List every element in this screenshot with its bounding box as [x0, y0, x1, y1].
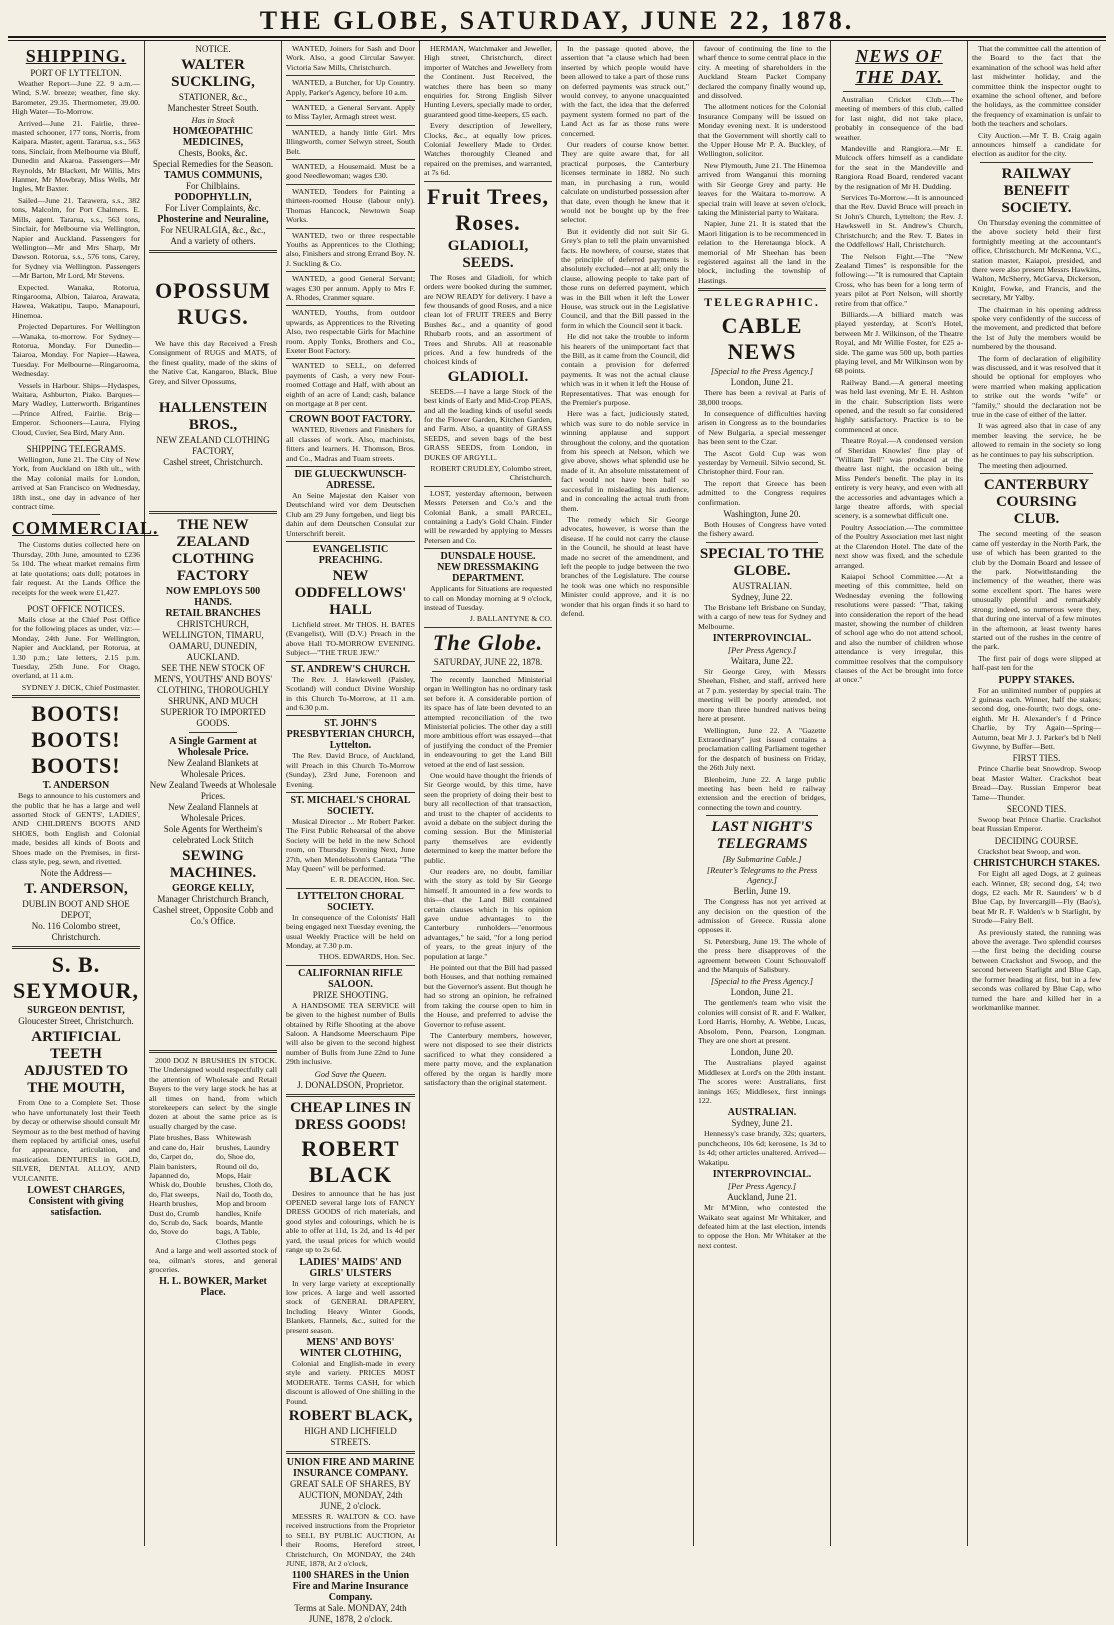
expected-report: Expected. Wanaka, Rotorua, Ringarooma, Albion, Taiaroa, Arawata, Hawea, Wakatipu, Taupo, Manapouri, Hinemoa. — [12, 282, 140, 320]
interprovincial-heading: INTERPROVINCIAL. — [712, 633, 812, 645]
divider — [843, 91, 955, 92]
interprovincial-paragraph: Blenheim, June 22. A large public meeting has been held re railway extension and the erection of bridges, connecting the town and country. — [698, 774, 826, 812]
kelly-name: GEORGE KELLY, — [171, 883, 255, 895]
special-globe-heading: SPECIAL TO THE GLOBE. — [699, 545, 825, 579]
dentist-name: S. B. SEYMOUR, — [13, 952, 139, 1004]
homeopathic: HOMŒOPATHIC MEDICINES, — [172, 126, 254, 148]
brush-list-right: Whitewash brushes, Laundry do, Shoe do, Round oil do, Mops, Hair brushes, Cloth do, Nail do, Tooth do, Mop and broom handles, Knife boards, Mantle bags, A Table, Clothes pegs — [216, 1133, 273, 1246]
divider — [980, 162, 1093, 163]
cable-date-2: Washington, June 20. — [723, 509, 801, 520]
sailed-report: Sailed—June 21. Tarawera, s.s., 382 tons, Malcolm, for Port Chalmers. E. Mills, agent. Tararua, s.s., 563 tons, Sinclair, for Melbourne via Wellington, Napier and Auckland. Passengers for Wellington—Mr and Mrs Sharp, Mr Dawson. Rotorua, s.s., 576 tons, Carey, for Sydney via Wellington. Passengers—Mr Barton, Mr Lord, Mr Stevens. — [12, 195, 140, 281]
divider — [698, 288, 826, 291]
last-night-heading: LAST NIGHT'S TELEGRAMS — [711, 819, 813, 853]
cable-paragraph: St. Petersburg, June 19. The whole of the press here disapproves of the agreement between Count Schouvaloff and the Marquis of Salisbury. — [698, 936, 826, 974]
chests: Chests, Books, &c. — [178, 148, 248, 158]
cable-paragraph: The Congress has not yet arrived at any decision on the question of the admission of Greece. Russia alone opposes it. — [698, 897, 826, 935]
lyttelton-body: In consequence of the Colonists' Hall being engaged next Tuesday evening, the usual Weekly Practice will be held on Monday, at 7.30 p.m. — [286, 912, 415, 950]
single-garment: A Single Garment at Wholesale Price. — [169, 736, 257, 759]
submarine-cable: [By Submarine Cable.] — [722, 854, 802, 865]
divider — [189, 732, 237, 733]
editorial-paragraph: Our readers of course know better. They are quite aware that, for all practical purposes, the Canterbury licenses terminate in 1882. No such man, in purchasing a run, would calculate on undisturbed possession after that date, even though he knew that it would not be bought up by the free selector. — [561, 140, 689, 225]
shipping-body — [12, 79, 140, 437]
evangelistic-heading: EVANGELISTIC PREACHING. — [312, 544, 389, 567]
mens-heading: MENS' AND BOYS' WINTER CLOTHING, — [299, 1336, 402, 1359]
robert-black: ROBERT BLACK — [301, 1135, 400, 1187]
wanted-ad: WANTED, Joiners for Sash and Door Work. Also, a good Circular Sawyer. Victoria Saw Mills, Christchurch. — [286, 44, 415, 76]
gladioli-heading: GLADIOLI, SEEDS. — [447, 237, 529, 271]
interprovincial-continued — [698, 44, 826, 285]
christchurch-stakes-heading: CHRISTCHURCH STAKES. — [973, 858, 1100, 870]
retail-branches: RETAIL BRANCHES — [165, 608, 261, 620]
divider — [52, 514, 100, 515]
union-sale: GREAT SALE OF SHARES, BY AUCTION, MONDAY, 24th JUNE, 2 o'clock. — [289, 1478, 412, 1511]
divider — [149, 1050, 277, 1053]
union-foot: Terms at Sale. MONDAY, 24th JUNE, 1878, 2 o'clock. — [294, 1603, 407, 1625]
sydney-body: Hennessy's case brandy, 32s; quarters, punchcheons, 10s 6d; kerosene, 1s 3d to 1s 4d; other articles unaltered. Arrived—Wakatipu. — [698, 1129, 826, 1167]
ulsters-heading: LADIES' MAIDS' AND GIRLS' ULSTERS — [299, 1256, 402, 1279]
boots-name: T. ANDERSON — [42, 780, 110, 792]
weather-report: Weather Report—June 22. 9 a.m.—Wind, S.W. breeze; weather, fine sky. Barometer, 29.35. Thermometer, 39.00. High Water—To-Morrow. — [12, 79, 140, 117]
post-office-sign: SYDNEY J. DICK, Chief Postmaster. — [21, 682, 140, 692]
kelly-manager: Manager Christchurch Branch, — [157, 894, 269, 905]
divider — [12, 946, 140, 949]
australian-body: The Brisbane left Brisbane on Sunday, with a cargo of new teas for Sydney and Melbourne. — [698, 602, 826, 631]
tweeds: New Zealand Tweeds at Wholesale Prices. — [149, 780, 277, 802]
divider — [706, 542, 818, 543]
brushes-foot: And a large and well assorted stock of tea, oilman's stores, and general groceries. — [149, 1246, 277, 1274]
cable-paragraph: The report that Greece has been admitted to the Congress requires confirmation. — [698, 478, 826, 507]
boots-heading: BOOTS! BOOTS! BOOTS! — [31, 701, 121, 779]
gladioli-2: GLADIOLI. — [447, 368, 529, 385]
shipping-telegrams-heading: SHIPPING TELEGRAMS. — [26, 444, 126, 455]
sydney-date: Sydney, June 21. — [731, 1118, 793, 1129]
editorial-paragraph: Our readers are, no doubt, familiar with the story as told by Sir George himself. It amounted in a few words to this—that the Land Bill contained certain clauses which in his opinion gave undue advantages to the Canterbury runholders—"enormous advantages," he said, "for a long period of years, to the great injury of the population at large." — [424, 867, 552, 961]
seeds-body: SEEDS.—I have a large Stock of the best kinds of Early and Mid-Crop PEAS, and all the leading kinds of useful seeds for the Flower Garden, Kitchen Garden, and Farm. Also, a quantity of GRASS SEEDS, and seven bags of the best GRASS SEEDS, from London, in DUKES OF ARGYLL. — [424, 386, 552, 462]
editorial-paragraph: Here was a fact, judiciously stated, which was sure to do noble service in winning applause and support throughout the colony, and the quotation from his speech at Nelson, which we give above, shows what splendid use he made of it. An absolute misstatement of fact would not have been half so successful in misleading his audience, and in concealing the actual truth from them. — [561, 409, 689, 513]
commercial-heading: COMMERCIAL. — [12, 518, 159, 539]
boots-body: Begs to announce to his customers and the public that he has a large and well assorted Stock of GENTS', LADIES', AND CHILDREN'S BOOTS AND SHOES, both English and Colonial made, besides all kinds of Boots and Shoes made on the Premises, in first-class style, peg, sewn, and rivetted. — [12, 791, 140, 866]
first-ties-body: Prince Charlie beat Snowdrop. Swoop beat Master Walter. Crackshot beat Bread—Day. Russian Emperor beat Tame—Thunder. — [972, 764, 1101, 802]
news-item: That the committee call the attention of the Board to the fact that the examination of the school was held after last midwinter holiday, and the committee think the inspector ought to examine the school oftener, and before the holidays, as the committee consider the frequency of examination is unfair to both the teachers and scholars. — [972, 44, 1101, 129]
editorial-paragraph: The Canterbury members, however, were not disposed to see their districts sacrificed to what they considered a mere party move, and the explanation offered by the organ is hardly more satisfactory than the original statement. — [424, 1030, 552, 1087]
wanted-ad: WANTED to SELL, on deferred payments of Cash, a very new Four-roomed Cottage and Half, with about an eighth of an acre of Land; cash, balance on mortgage at 8 per cent. — [286, 361, 415, 412]
wanted-ad: WANTED, two or three respectable Youths as Apprentices to the Clothing; also, Finishers and strong Errand Boy. N. J. Suckling & Co. — [286, 231, 415, 273]
railway-paragraph: It was agreed also that in case of any member leaving the service, he be allowed to remain in the society so long as he continues to pay his subscription. — [972, 421, 1101, 459]
has-in-stock: Has in Stock — [191, 115, 235, 125]
column-8 — [968, 41, 1105, 1546]
choral-body: Musical Director ... Mr Robert Parker. The First Public Rehearsal of the above Society will be held in the new School room, on Thursday Evening Next, June 27th, when Mendelssohn's Cantata "The May Queen" will be performed. — [286, 816, 415, 873]
coursing-paragraph: The second meeting of the season came off yesterday in the North Park, the use of which has been granted to the club by the Domain Board and lessee of the park. Notwithstanding the inclemency of the weather, there was some excellent sport. The hares were unusually plentiful and remarkably strong; indeed, so numerous were they, that during one interval of a few minutes in the afternoon, at least twenty hares started out of the rushes in the centre of the park. — [972, 529, 1101, 652]
auckland-date: Auckland, June 21. — [727, 1192, 797, 1203]
wanted-ad: WANTED, Youths, from outdoor upwards, as Apprentices to the Riveting Also, two respectable Girls for Machine room. Apply Tonks, Brothers and Co., Exeter Boot Factory. — [286, 308, 415, 359]
branch-list: CHRISTCHURCH, WELLINGTON, TIMARU, OAMARU, DUNEDIN, AUCKLAND. — [162, 619, 264, 663]
standrew-heading: ST. ANDREW'S CHURCH. — [290, 663, 411, 675]
editorial-paragraph: But it evidently did not suit Sir G. Grey's plan to tell the plain unvarnished facts. He nowhere, of course, states that the principle of deferred payments is absolutely excluded—not at all; only the clause, allowing people to take part of those runs on deferred payment, which was in the Bill when it left the Lower House, was struck out in the Legislative Council, and that the Bill passed in the form in which the Council sent it back. — [561, 226, 689, 330]
robert-black-2: ROBERT BLACK, — [288, 1407, 413, 1424]
railway-paragraph: The chairman in his opening address spoke very confidently of the success of the movement, and predicted that before the 1st of July the members would be numbered by the thousand. — [972, 304, 1101, 352]
dentist-body: From One to a Complete Set. Those who have unfortunately lost their Teeth by decay or otherwise should consult Mr Seymour as to the best method of having them replaced by artificial ones, useful for appearance, articulation, and mastication. DENTURES in GOLD, SILVER, DENTAL ALLOY, AND VULCANITE. — [12, 1098, 140, 1183]
boots-note: Note the Address— — [40, 868, 112, 879]
editorial-date: SATURDAY, JUNE 22, 1878. — [433, 656, 543, 667]
dentist-foot: LOWEST CHARGES, Consistent with giving satisfaction. — [27, 1185, 125, 1219]
column-3 — [282, 41, 420, 1625]
column-4 — [420, 41, 557, 1546]
second-ties-heading: SECOND TIES. — [1006, 804, 1067, 814]
lyttelton-heading: LYTTELTON CHORAL SOCIETY. — [297, 890, 404, 913]
suckling-street: Manchester Street South. — [167, 103, 259, 113]
cable-press: [Special to the Press Agency.] — [710, 366, 814, 377]
boots-street: No. 116 Colombo street, Christchurch. — [31, 921, 121, 943]
dentist-street: Gloucester Street, Christchurch. — [18, 1016, 134, 1027]
divider — [52, 440, 100, 441]
coursing-final: As previously stated, the running was above the average. Two splendid courses—the first being the deciding course between Crackshot and Swoop, and the second between Starlight and Blue Cap, the former heading at first, but in a few seconds was collared by Blue Cap, who turned the hare and killed her in a workmanlike manner. — [972, 927, 1101, 1012]
news-paragraph: Napier, June 21. It is stated that the Maori litigation is to be recommenced in relation to the Heretaunga block. A memorial of Mr Sheehan has been registered against all the land in the block, including the township of Hastings. — [698, 219, 826, 285]
shipping-heading: SHIPPING. — [25, 46, 127, 66]
auckland-body: Mr M'Minn, who contested the Waikato seat against Mr Whitaker, and defeated him at the last election, intends to oppose the Hon. Mr Whitaker at the next contest. — [698, 1203, 826, 1250]
tamus: TAMUS COMMUNIS, — [163, 170, 263, 181]
railway-paragraph: On Thursday evening the committee of the above society held their first fortnightly meeting at the accountant's office, Christchurch. Mr McKenna, V.C., station master, Kaiapoi, presided, and there were also present Messrs Hawkins, Walton, McSherry, McGarva, Dickerson, Knight, Fowke, and Francis, and the secretary, Mr Yalby. — [972, 217, 1101, 303]
notice-heading: NOTICE. — [195, 44, 231, 54]
german-body: An Seine Majestat den Kaiser von Deutschland wird vor dem Deutschen Club am 29 Juny fortgeben, und liegt bis dahin auf dem Deutschen Consulat zur Unterschrift bereit. — [286, 491, 415, 542]
cable-date: London, June 21. — [730, 377, 794, 388]
reuter-press: [Reuter's Telegrams to the Press Agency.] — [706, 865, 818, 886]
hallenstein-factory: NEW ZEALAND CLOTHING FACTORY, — [156, 435, 270, 457]
neuralgia: For NEURALGIA, &c., &c., — [160, 225, 266, 235]
kelly-street: Cashel street, Opposite Cobb and Co.'s Office. — [152, 905, 274, 927]
black-address: HIGH AND LICHFIELD STREETS. — [304, 1425, 397, 1447]
christchurch-stakes-body: For Eight all aged Dogs, at 2 guineas each. Winner, £8; second dog, £4; two dogs, £2 each. Mr R. Saunders' w b d Blue Cap, by Invercargill—Fly (Bao's), beat Mr R. F. Walden's w b Starlight, by Strode—Fairy Bell. — [972, 869, 1101, 926]
cable-news-heading: CABLE NEWS — [721, 313, 803, 365]
mens-body: Colonial and English-made in every style and variety. PRICES MOST MODERATE. Terms CASH, for which discount is allowed of One shilling in the Pound. — [286, 1358, 415, 1406]
variety: And a variety of others. — [170, 236, 256, 246]
divider — [432, 671, 544, 672]
editorial-paragraph: He did not take the trouble to inform his hearers of the unimportant fact that the Bill, as it came from the Council, did contain a provision for deferred payments. It was not the actual clause which was in it when it left the House of Representatives. That was enough for the Premier's purpose. — [561, 332, 689, 408]
editorial-col4 — [424, 675, 552, 1087]
railway-paragraph: The form of declaration of eligibility was discussed, and it was resolved that it should be optional for employes who were married when making application to strike out the words "wife" or "family," should the declaration not be true in the case of either of the latter. — [972, 353, 1101, 419]
choral-heading: ST. MICHAEL'S CHORAL SOCIETY. — [290, 794, 411, 817]
opossum-body: We have this day Received a Fresh Consignment of RUGS and MATS, of the finest quality, made of the skins of the Native Cat, Kangaroo, Black, Blue Grey, and Silver Opossums, — [149, 339, 277, 386]
news-item: Billiards.—A billiard match was played yesterday, at Scott's Hotel, between Mr J. Wilkinson, of the Theatre Royal, and Mr Willie Foster, for £25 a-side. The game was 500 up, both parties playing level, and Mr Wilkinson won by 68 points. — [835, 309, 963, 376]
chilblains: For Chilblains. — [185, 181, 240, 191]
editorial-paragraph: The recently launched Ministerial organ in Wellington has no ordinary task set before it. A considerable portion of its space has of late been devoted to an attempted reconciliation of the two Ministerial policies. The other day a still more ambitious effort was essayed—that of justifying the conduct of the Premier in endeavouring to get the Land Bill vetoed at the end of last session. — [424, 674, 552, 769]
coursing-paragraph: The first pair of dogs were slipped at half-past ten for the — [972, 653, 1101, 673]
sole-agents: Sole Agents for Wertheim's celebrated Lock Stitch — [163, 824, 263, 846]
deacon-sign: E. R. DEACON, Hon. Sec. — [286, 875, 415, 888]
london-date: London, June 21. — [730, 987, 794, 998]
news-item: Australian Cricket Club.—The meeting of members of this club, called for last night, did not take place, probably in consequence of the bad weather. — [835, 95, 963, 142]
globe-heading: The Globe. — [432, 629, 544, 655]
dentist-heading: ARTIFICIAL TEETH ADJUSTED TO THE MOUTH, — [23, 1029, 129, 1097]
watchmaker-ad: HERMAN, Watchmaker and Jeweller, High street, Christchurch, direct importer of Watches and Jewellery from the Continent. Just Received, the watches there has been so many enquiries for. Strong English Silver Hunting Levers, specially made to order, guaranteed good time-keepers, £5 each. — [424, 44, 552, 119]
columns — [8, 40, 1106, 1625]
wanted-ad: WANTED, Tenders for Painting a thirteen-roomed House (labour only). Thomas Hancock, Newtown Soap Works. — [286, 187, 415, 229]
railway-heading: RAILWAY BENEFIT SOCIETY. — [1001, 165, 1072, 216]
black-body: Desires to announce that he has just OPENED several large lots of FANCY DRESS GOODS of rich materials, and good styles and colourings, which he is able to offer at 11d, 1s 2d, and 1s 4d per yard, the usual prices for which would range up to 2s 6d. — [286, 1188, 415, 1255]
second-ties-body: Swoop beat Prince Charlie. Crackshot beat Russian Emperor. — [972, 815, 1101, 834]
employs: NOW EMPLOYS 500 HANDS. — [165, 586, 261, 609]
deciding-body: Crackshot beat Swoop, and won. — [978, 846, 1081, 856]
editorial-col5 — [561, 44, 689, 618]
puppy-stakes-body: For an unlimited number of puppies at 2 guineas each. Winner, half the stakes; second dog, one-fourth; two dogs, one-eighth. Mr H. Alexander's f d Prince Charlie, by Try Again—Spring—Autumn, beat Mr J. J. Parker's bd b Nell Gwynne, by Buffer—Bett. — [972, 685, 1101, 751]
london-body: The gentlemen's team who visit the colonies will consist of R. and F. Walker, Lord Harris, Hornby, A. Webbe, Lucas, Absolom, Penn, Pearson, Longman. They are one short at present. — [698, 998, 826, 1046]
see-new-stock: SEE THE NEW STOCK OF MEN'S, YOUTHS' AND BOYS' CLOTHING, THOROUGHLY SHRUNK, AND MUCH SUPERIOR TO IMPORTED GOODS. — [153, 663, 273, 729]
news-item: City Auction.—Mr T. B. Craig again announces himself a candidate for election as auditor for the city. — [972, 130, 1101, 159]
column-5 — [557, 41, 694, 1546]
australian-date: Sydney, June 22. — [731, 591, 793, 602]
blankets: New Zealand Blankets at Wholesale Prices. — [167, 758, 259, 780]
projected-report: Projected Departures. For Wellington—Wanaka, to-morrow. For Sydney—Rotorua, Monday. For Dunedin—Taiaroa, Monday. For Napier—Hawea, Tuesday. For Melbourne—Ringarooma, Wednesday. — [12, 322, 140, 379]
divider — [149, 511, 277, 514]
commercial-body: The Customs duties collected here on Thursday, 20th June, amounted to £236 5s 10d. The wheat market remains firm at late quotations; oats dull; potatoes in fair request. At the Lands Office the receipts for the week were £1,427. — [12, 540, 140, 597]
standrew-body: The Rev. J. Hawkswell (Paisley, Scotland) will conduct Divine Worship in this Church To-Morrow, at 11 a.m. and 6.30 p.m. — [286, 675, 415, 717]
railway-paragraph: The meeting then adjourned. — [978, 461, 1068, 471]
editorial-paragraph: One would have thought the friends of Sir George would, by this time, have seen the propriety of doing their best to bury all recollection of that transaction, and trust to the chapter of accidents to avoid a debate on the subject during the coming session. But the Ministerial party themselves are evidently determined to keep the matter before the public. — [424, 770, 552, 865]
deciding-heading: DECIDING COURSE. — [994, 835, 1079, 846]
column-6 — [694, 41, 831, 1546]
suckling-name: WALTER SUCKLING, — [171, 57, 255, 90]
oddfellows-body: Lichfield street. Mr THOS. H. BATES (Evangelist), Will (D.V.) Preach in the above Hall TO-MORROW EVENING. Subject—"THE TRUE JEW." — [286, 620, 415, 662]
wanted-ad: WANTED, a Housemaid. Must be a good Needlewoman; wages £30. — [286, 162, 415, 185]
boots-address-name: T. ANDERSON, — [24, 881, 128, 898]
post-office-body: Mails close at the Chief Post Office for the following places as under, viz:— Monday, 24th June. For Wellington, Napier and Auckland, per Rotorua, at 1.30 p.m.; late letters, 2.15 p.m. Tuesday, 25th June. For Otago, overland, at 11 a.m. — [12, 614, 140, 681]
stjohn-body: The Rev. David Bruce, of Auckland, will Preach in this Church To-Morrow (Sunday), 23rd June, Forenoon and Evening. — [286, 751, 415, 793]
cheap-lines: CHEAP LINES IN DRESS GOODS! — [290, 1099, 411, 1133]
london-body-2: The Australians played against Middlesex at Lord's on the 20th instant. The scores were: Australians, first innings 165; Middlesex, first innings 122. — [698, 1058, 826, 1106]
australian-heading-2: AUSTRALIAN. — [727, 1107, 797, 1119]
bowker-sign: H. L. BOWKER, Market Place. — [159, 1276, 267, 1299]
port-heading: PORT OF LYTTELTON. — [30, 68, 122, 78]
dunsdale-heading: DUNSDALE HOUSE. — [440, 551, 536, 563]
news-item: Theatre Royal.—A condensed version of Sheridan Knowles' fine play of "William Tell" was produced at the theatre last night, the occasion being Miss Pender's benefit. The play in its entirety is very heavy, and even with all the accessories and advantages which a large theatre affords, with special scenery, is a somewhat difficult one. — [835, 436, 963, 521]
divider — [286, 1094, 415, 1097]
crown-boot-factory: CROWN BOOT FACTORY. — [289, 414, 412, 426]
lost-ad: LOST, yesterday afternoon, between Messrs Petersen and Co.'s and the Colonial Bank, a small PARCEL, containing a Lady's Gold Chain. Finder will be rewarded by applying to Messrs Petersen and Co. — [424, 489, 552, 549]
berlin-date: Berlin, June 19. — [733, 886, 791, 897]
cable-paragraph: In consequence of difficulties having arisen in Congress as to the boundaries of New Bulgaria, a special messenger has been sent to the Czar. — [698, 408, 826, 447]
phosterine: Phosterine and Neuraline, — [157, 214, 269, 225]
wanted-ad: WANTED, a good General Servant; wages £30 per annum. Apply to Mrs F. A. Rhodes, Cranmer square. — [286, 274, 415, 306]
news-item: Railway Band.—A general meeting was held last evening, Mr E. H. Ashton in the chair. Subscription lists were opened, and the result so far considered highly satisfactory. Practice is to be commenced at once. — [835, 377, 963, 434]
hallenstein-name: HALLENSTEIN BROS., — [158, 400, 268, 434]
wanted-ad: WANTED, a handy little Girl. Mrs Illingworth, corner Selwyn street, South Belt. — [286, 128, 415, 160]
edwards-sign: THOS. EDWARDS, Hon. Sec. — [286, 952, 415, 965]
news-item: Services To-Morrow.—It is announced that the Rev. David Bruce will preach in St John's Church, Lyttelton; the Rev. J. Hawkswell in St. Andrew's Church, Christchurch; and the Rev. T. Bates in the Oddfellows' Hall, Christchurch. — [835, 193, 963, 250]
masthead — [8, 6, 1106, 38]
union-shares: 1100 SHARES in the Union Fire and Marine Insurance Company. — [291, 1570, 410, 1604]
brush-list — [149, 1133, 277, 1246]
first-ties-heading: FIRST TIES. — [1012, 753, 1061, 764]
news-paragraph: favour of continuing the line to the wharf thence to some central place in the city. A meeting of shareholders in the Auckland Steam Packet Company declared the company finally wound up, and dissolved. — [698, 44, 826, 101]
watchmaker-ad-2: Every description of Jewellery, Clocks, &c., at equally low prices. Colonial Jewellery Made to Order. Watches thoroughly Cleaned and repaired on the premises, and warranted, at 7s 6d. — [424, 121, 552, 181]
news-item: Kaiapoi School Committee.—At a meeting of this committee, held on Wednesday evening the following resolutions were passed: "That, taking into consideration the report of the head master, showing the number of children of school age who do not attend school, and also the number of children whose attendance is very irregular, this committee resolves that the compulsory clauses of the Act be brought into force at once." — [835, 571, 963, 685]
interprovincial-paragraph: Sir George Grey, with Messrs Sheehan, Fisher, and staff, arrived here at 7 p.m. yesterday by special train. The meeting will be poorly attended, not more than three hundred natives being here at present. — [698, 667, 826, 724]
telegraphic-heading: TELEGRAPHIC. — [704, 295, 820, 310]
queen: God Save the Queen. — [314, 1068, 387, 1079]
sewing-machines: SEWING MACHINES. — [169, 848, 257, 882]
divider — [149, 250, 277, 253]
shipping-telegrams: Wellington, June 21. The City of New York, from Auckland on 18th ult., with the May colonial mails for London, arrived at San Francisco on Wednesday, 18th inst., one day in advance of her contract time. — [12, 455, 140, 512]
divider — [12, 695, 140, 698]
news-paragraph: New Plymouth, June 21. The Hinemoa arrived from Wanganui this morning with Sir George Grey and party. He leaves for the Waitara to-morrow. A special train will leave at seven o'clock, taking the Ministerial party to Waitara. — [698, 160, 826, 217]
london-date-2: London, June 20. — [730, 1047, 794, 1058]
cable-paragraph: The Ascot Gold Cup was won yesterday by Verneuil. Silvio second, St. Christopher third. Four ran. — [698, 448, 826, 477]
column-1 — [8, 41, 159, 1546]
fruit-body: The Roses and Gladioli, for which orders were booked during the summer, are NOW READY for delivery. I have a few thousands of good Roses, and a nice clean lot of FRUIT TREES and Berry Bushes &c., and a quantity of good Rhubarb roots, and an assortment of Trees and Shrubs. All at reasonable prices. And a few hundreds of the choicest kinds of — [424, 272, 552, 367]
german-heading: DIE GLUECKWUNSCH-ADRESSE. — [294, 469, 407, 492]
interprovincial-press-2: [Per Press Agency.] — [727, 1181, 797, 1192]
interprovincial-date: Waitara, June 22. — [730, 656, 794, 667]
special-press: [Special to the Press Agency.] — [710, 976, 814, 987]
puppy-stakes-heading: PUPPY STAKES. — [998, 674, 1075, 686]
news-item: The Nelson Fight.—The "New Zealand Times" is responsible for the following:—"It is rumoured that Captain Cross, who has been for a long term of years pilot at Port Nelson, will shortly retire from that office." — [835, 251, 963, 308]
wanted-ad: WANTED, a General Servant. Apply to Miss Tayler, Armagh street west. — [286, 103, 415, 126]
editorial-paragraph: He pointed out that the Bill had passed both Houses, and that nothing remained but the Governor's assent. But though he had so strong an opinion, he refrained from taking the course open to him in the House, and preferred to advise the Governor to refuse assent. — [424, 963, 552, 1029]
masthead-title: THE GLOBE, SATURDAY, JUNE 22, 1878. — [259, 6, 855, 35]
special-remedies: Special Remedies for the Season. — [152, 159, 274, 169]
cable-paragraph: Both Houses of Congress have voted the fishery award. — [698, 520, 826, 539]
podophyllin: PODOPHYLLIN, — [174, 192, 252, 203]
boots-address: DUBLIN BOOT AND SHOE DEPOT, — [22, 899, 130, 921]
rifle-body: A HANDSOME TEA SERVICE will be given to the highest number of Bulls obtained by Rifle Shooting at the above Saloon. A Handsome Meerschaum Pipe will also be given to the second highest number of Bulls from June 22nd to June 29th inclusive. — [286, 1000, 415, 1067]
oddfellows-heading: NEW ODDFELLOWS' HALL — [294, 568, 407, 619]
arrived-report: Arrived—June 21. Fairlie, three-masted schooner, 177 tons, Norris, from Kaipara. Master, agent. Tararua, s.s., 563 tons, Sinclair, from Melbourne via Bluff, Dunedin and Akaroa. Passengers—Mr Reynolds, Mr Blackett, Mr Willis, Mrs Hanmer, Mr Mowbray, Miss Wells, Mr Ingles, Mr Baxter. — [12, 118, 140, 194]
divider — [980, 473, 1093, 474]
wanted-ad: WANTED, Rivetters and Finishers for all classes of work. Also, machinists, fitters and learners. H. Thomson, Bros. and Co., Madras and Tuam streets. — [286, 425, 415, 467]
liver: For Liver Complaints, &c. — [165, 203, 261, 213]
crudley-sign: ROBERT CRUDLEY, Colombo street, Christchurch. — [424, 464, 552, 487]
divider — [52, 600, 100, 601]
divider — [706, 815, 818, 816]
flannels: New Zealand Flannels at Wholesale Prices. — [168, 802, 258, 824]
news-item: Mandeville and Rangiora.—Mr E. Mulcock offers himself as a candidate for the seat in the Mandeville and Rangiora Road Board, rendered vacant by the resignation of Mr H. Dudding. — [835, 144, 963, 191]
rifle-heading: CALIFORNIAN RIFLE SALOON. — [298, 967, 403, 990]
dressmaking-body: Applicants for Situations are requested to call on Monday morning at 9 o'clock, instead of Tuesday. — [424, 584, 552, 613]
opossum-heading: OPOSSUM RUGS. — [155, 278, 271, 329]
suckling-trade: STATIONER, &c., — [178, 92, 248, 102]
interprovincial-heading-2: INTERPROVINCIAL. — [712, 1169, 812, 1181]
coursing-heading: CANTERBURY COURSING CLUB. — [983, 477, 1090, 528]
column-7 — [831, 41, 968, 1546]
dentist-title: SURGEON DENTIST, — [27, 1005, 125, 1017]
dressmaking-heading: NEW DRESSMAKING DEPARTMENT. — [437, 562, 539, 585]
column-2 — [145, 41, 282, 1546]
australian-heading: AUSTRALIAN. — [732, 580, 792, 591]
news-paragraph: The allotment notices for the Colonial Insurance Company will be issued on Monday evening next. It is understood that the Government will shortly call to the Upper House Mr P. A. Buckley, of Wellington, solicitor. — [698, 102, 826, 159]
fruit-trees-heading: Fruit Trees, Roses. — [427, 183, 549, 235]
news-of-the-day — [835, 95, 963, 685]
union-heading: UNION FIRE AND MARINE INSURANCE COMPANY. — [286, 1456, 415, 1479]
interprovincial-press: [Per Press Agency.] — [727, 645, 797, 656]
interprovincial-paragraph: Wellington, June 22. A "Gazette Extraordinary" just issued contains a proclamation calling Parliament together for the despatch of business on Friday, the 26th July next. — [698, 725, 826, 773]
news-of-the-day-heading: NEWS OF THE DAY. — [855, 46, 943, 87]
ulsters-body: In very large variety at exceptionally low prices. A large and well assorted stock of GENERAL DRAPERY, Including Heavy Winter Goods, Blankets, Flannels, &c., suited for the present season. — [286, 1278, 415, 1335]
brushes-body: 2000 DOZ N BRUSHES IN STOCK. The Undersigned would respectfully call the attention of Wholesale and Retail Buyers to the very large stock he has at all times on hand, from which storekeepers can select by the single dozen at about the same price as is usually charged by the case. — [149, 1056, 277, 1131]
news-item: Poultry Association.—The committee of the Poultry Association met last night at the Clarendon Hotel. The date of the next show was fixed, and the schedule arranged. — [835, 522, 963, 570]
cable-paragraph: There has been a revival at Paris of 38,000 troops. — [698, 388, 826, 407]
union-body: MESSRS R. WALTON & CO. have received instructions from the Proprietor to SELL BY PUBLIC AUCTION, At their Rooms, Hereford street, Christchurch, On MONDAY, the 24th JUNE, 1878, At 2 o'clock, — [286, 1511, 415, 1568]
prize-shooting: PRIZE SHOOTING. — [312, 989, 389, 1000]
ballantyne-sign: J. BALLANTYNE & CO. — [424, 614, 552, 627]
factory-heading: THE NEW ZEALAND CLOTHING FACTORY — [171, 517, 255, 585]
hallenstein-street: Cashel street, Christchurch. — [163, 457, 263, 468]
brush-list-left: Plate brushes, Bass and cane do, Hair do, Carpet do, Plain banisters, Japanned do, Whisk do, Double do, Flat sweeps, Hearth brushes, Dust do, Crumb do, Scrub do, Sack do, Stove do — [149, 1133, 209, 1237]
wanted-ad: WANTED, a Butcher, for Up Country. Apply, Parker's Agency, before 10 a.m. — [286, 78, 415, 101]
editorial-paragraph: In the passage quoted above, the assertion that "a clause which had been inserted by which people would have been allowed to take a part of those runs on deferred payments was struck out," would convey, to anyone unacquainted with the fact, the idea that the deferred payment system formed no part of the Land Act as far as those runs were concerned. — [561, 44, 689, 138]
editorial-paragraph: The remedy which Sir George advocates, however, is worse than the disease. If he could not carry the clause in the Council, he should at least have made no secret of the amendment, and left the people to judge between the two branches of the Legislature. The course he took was one which no responsible Minister could approve, and it is no wonder that his organ finds it so hard to defend. — [561, 514, 689, 618]
stjohn-heading: ST. JOHN'S PRESBYTERIAN CHURCH, Lyttelton. — [286, 718, 415, 752]
donaldson-sign: J. DONALDSON, Proprietor. — [297, 1079, 404, 1090]
divider — [286, 1451, 415, 1454]
post-office-heading: POST OFFICE NOTICES. — [27, 603, 125, 614]
in-harbour-report: Vessels in Harbour. Ships—Hydaspes, Waitara, Ashburton, Piako. Barques—Mary Wadley, Lutterworth. Brigantines—Prince Alfred, Fairlie. Brig—Emperor. Schooners—Laura, Flying Cloud, Cuvier, Sea Bird, Mary Ann. — [12, 380, 140, 437]
